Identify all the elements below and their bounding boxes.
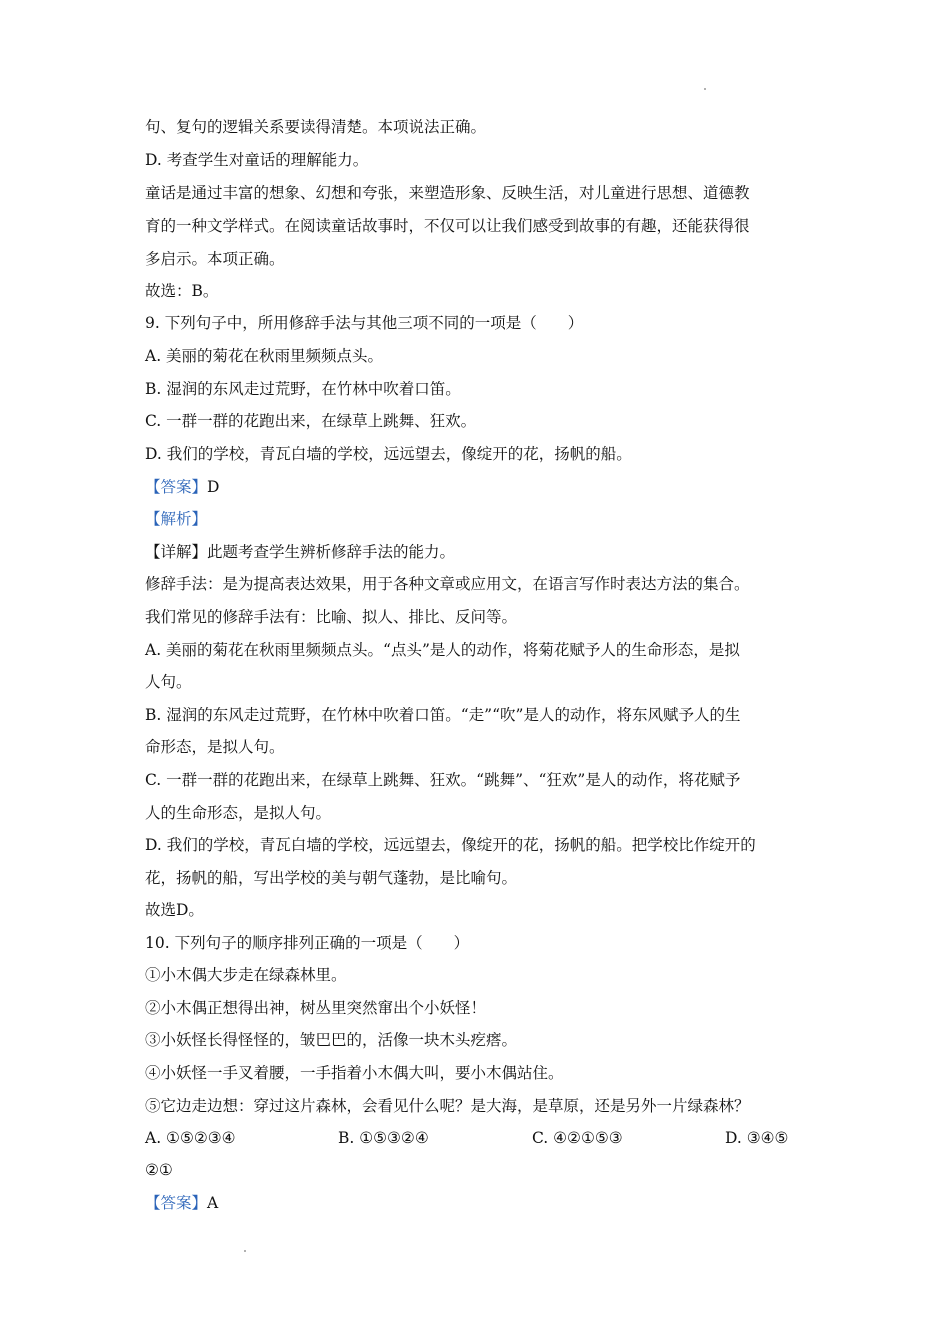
answer-value: A <box>207 1194 219 1212</box>
sentence-5: ⑤它边走边想：穿过这片森林，会看见什么呢？是大海，是草原，还是另外一片绿森林？ <box>145 1097 750 1115</box>
answer-value: D <box>207 478 220 496</box>
option-10-a: A. ①⑤②③④ <box>145 1129 236 1147</box>
sentence-1: ①小木偶大步走在绿森林里。 <box>145 966 347 984</box>
sentence-3: ③小妖怪长得怪怪的，皱巴巴的，活像一块木头疙瘩。 <box>145 1031 518 1049</box>
detail-text: 此题考查学生辨析修辞手法的能力。 <box>207 543 456 561</box>
option-10-b: B. ①⑤③②④ <box>338 1129 429 1147</box>
analysis-tag: 【解析】 <box>145 510 208 528</box>
text-line: 修辞手法：是为提高表达效果，用于各种文章或应用文，在语言写作时表达方法的集合。 <box>145 575 750 593</box>
answer-10 <box>145 1193 218 1213</box>
text-line: 花，扬帆的船，写出学校的美与朝气蓬勃，是比喻句。 <box>145 869 518 887</box>
text-line: 命形态，是拟人句。 <box>145 738 285 756</box>
option-d: D. 我们的学校，青瓦白墙的学校，远远望去，像绽开的花，扬帆的船。 <box>145 445 632 463</box>
option-10-d: D. ③④⑤ <box>725 1129 789 1147</box>
text-line: D. 我们的学校，青瓦白墙的学校，远远望去，像绽开的花，扬帆的船。把学校比作绽开的 <box>145 836 756 854</box>
answer-9 <box>145 477 219 497</box>
question-9: 9. 下列句子中，所用修辞手法与其他三项不同的一项是（ ） <box>145 314 584 332</box>
detail-tag: 【详解】 <box>145 543 208 561</box>
text-line: 人句。 <box>145 673 192 691</box>
text-line: A. 美丽的菊花在秋雨里频频点头。“点头”是人的动作，将菊花赋予人的生命形态，是拟 <box>145 641 740 659</box>
option-10-d-continued: ②① <box>145 1161 173 1179</box>
option-a: A. 美丽的菊花在秋雨里频频点头。 <box>145 347 384 365</box>
option-c: C. 一群一群的花跑出来，在绿草上跳舞、狂欢。 <box>145 412 477 430</box>
text-line: 句、复句的逻辑关系要读得清楚。本项说法正确。 <box>145 118 487 136</box>
text-line: 育的一种文学样式。在阅读童话故事时，不仅可以让我们感受到故事的有趣，还能获得很 <box>145 217 750 235</box>
option-b: B. 湿润的东风走过荒野，在竹林中吹着口笛。 <box>145 380 461 398</box>
text-line: 我们常见的修辞手法有：比喻、拟人、排比、反问等。 <box>145 608 518 626</box>
text-line: B. 湿润的东风走过荒野，在竹林中吹着口笛。“走”“吹”是人的动作，将东风赋予人的生 <box>145 706 741 724</box>
scan-dot <box>244 1250 246 1252</box>
text-line: 童话是通过丰富的想象、幻想和夸张，来塑造形象、反映生活，对儿童进行思想、道德教 <box>145 184 750 202</box>
text-line: 人的生命形态，是拟人句。 <box>145 804 332 822</box>
text-line: 故选D。 <box>145 901 204 919</box>
answer-tag: 【答案】 <box>145 478 208 496</box>
sentence-2: ②小木偶正想得出神，树丛里突然窜出个小妖怪！ <box>145 999 487 1017</box>
text-line: C. 一群一群的花跑出来，在绿草上跳舞、狂欢。“跳舞”、“狂欢”是人的动作，将花赋予 <box>145 771 741 789</box>
detail-line <box>145 542 455 562</box>
sentence-4: ④小妖怪一手叉着腰，一手指着小木偶大叫，要小木偶站住。 <box>145 1064 564 1082</box>
analysis-heading <box>145 509 207 529</box>
question-10: 10. 下列句子的顺序排列正确的一项是（ ） <box>145 934 470 952</box>
answer-tag: 【答案】 <box>145 1194 208 1212</box>
text-line: D. 考查学生对童话的理解能力。 <box>145 151 369 169</box>
option-10-c: C. ④②①⑤③ <box>532 1129 623 1147</box>
text-line: 故选：B。 <box>145 282 219 300</box>
scan-dot <box>704 88 706 90</box>
text-line: 多启示。本项正确。 <box>145 250 285 268</box>
